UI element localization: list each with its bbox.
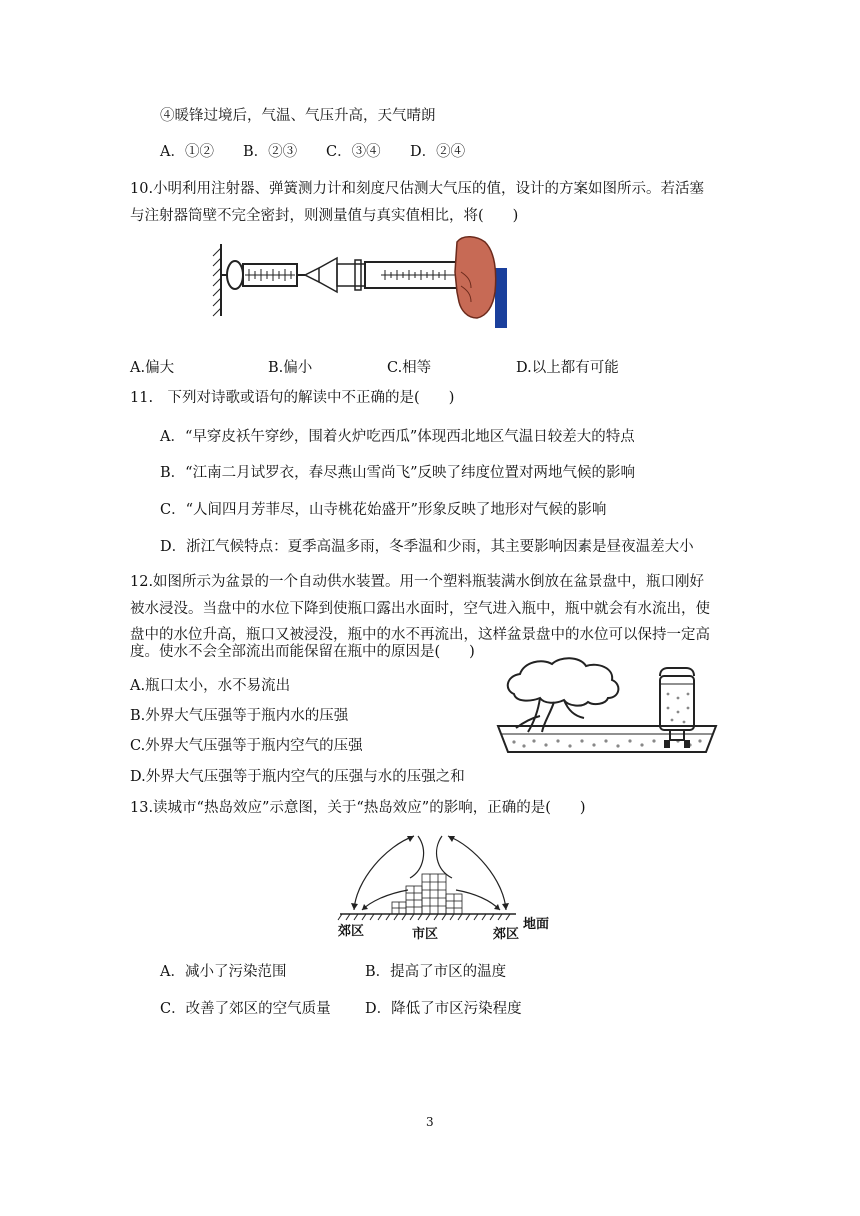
q11-option-a: A．“早穿皮袄午穿纱，围着火炉吃西瓜”体现西北地区气温日较差大的特点 xyxy=(160,429,635,445)
q12-option-c: C.外界大气压强等于瓶内空气的压强 xyxy=(130,738,363,754)
q12-stem-line1: 12.如图所示为盆景的一个自动供水装置。用一个塑料瓶装满水倒放在盆景盘中，瓶口刚好 xyxy=(130,574,705,590)
q10-option-c: C.相等 xyxy=(387,360,432,376)
bonsai-water-supply-figure xyxy=(494,652,720,762)
q11-option-c: C．“人间四月芳菲尽，山寺桃花始盛开”形象反映了地形对气候的影响 xyxy=(160,502,607,518)
q13-stem: 13.读城市“热岛效应”示意图，关于“热岛效应”的影响，正确的是( ) xyxy=(130,800,586,816)
q12-stem-line4: 度。使水不会全部流出而能保留在瓶中的原因是( ) xyxy=(130,644,475,660)
syringe-experiment-figure xyxy=(205,232,510,332)
q12-stem-line3: 盘中的水位升高，瓶口又被浸没，瓶中的水不再流出，这样盆景盘中的水位可以保持一定高 xyxy=(130,627,710,643)
q12-stem-line2: 被水浸没。当盘中的水位下降到使瓶口露出水面时，空气进入瓶中，瓶中就会有水流出，使 xyxy=(130,601,710,617)
q12-option-d: D.外界大气压强等于瓶内空气的压强与水的压强之和 xyxy=(130,769,465,785)
q10-option-d: D.以上都有可能 xyxy=(516,360,619,376)
page-number: 3 xyxy=(426,1115,434,1129)
diagram-label-city: 市区 xyxy=(412,927,439,942)
q9-option-c: C．③④ xyxy=(326,144,381,160)
q9-option-a: A．①② xyxy=(160,144,214,160)
q13-option-d: D．降低了市区污染程度 xyxy=(365,1001,522,1017)
q10-option-b: B.偏小 xyxy=(268,360,313,376)
q10-stem-line1: 10.小明利用注射器、弹簧测力计和刻度尺估测大气压的值，设计的方案如图所示。若活塞 xyxy=(130,181,705,197)
q9-option-b: B．②③ xyxy=(243,144,298,160)
q10-stem-line2: 与注射器筒壁不完全密封，则测量值与真实值相比，将( ) xyxy=(130,208,519,224)
q11-option-b: B．“江南二月试罗衣，春尽燕山雪尚飞”反映了纬度位置对两地气候的影响 xyxy=(160,465,635,481)
diagram-label-right-suburb: 郊区 xyxy=(493,927,520,942)
q9-statement-4: ④暖锋过境后，气温、气压升高，天气晴朗 xyxy=(160,108,436,124)
diagram-label-left-suburb: 郊区 xyxy=(338,924,365,939)
q10-option-a: A.偏大 xyxy=(130,360,175,376)
q11-option-d: D．浙江气候特点：夏季高温多雨，冬季温和少雨，其主要影响因素是昼夜温差大小 xyxy=(160,539,694,555)
q13-option-c: C．改善了郊区的空气质量 xyxy=(160,1001,331,1017)
diagram-label-ground: 地面 xyxy=(523,917,550,932)
q13-option-b: B．提高了市区的温度 xyxy=(365,964,507,980)
q11-stem: 11. 下列对诗歌或语句的解读中不正确的是( ) xyxy=(130,390,455,406)
q12-option-b: B.外界大气压强等于瓶内水的压强 xyxy=(130,708,349,724)
q9-option-d: D．②④ xyxy=(410,144,466,160)
q12-option-a: A.瓶口太小，水不易流出 xyxy=(130,678,291,694)
q13-option-a: A．减小了污染范围 xyxy=(160,964,287,980)
